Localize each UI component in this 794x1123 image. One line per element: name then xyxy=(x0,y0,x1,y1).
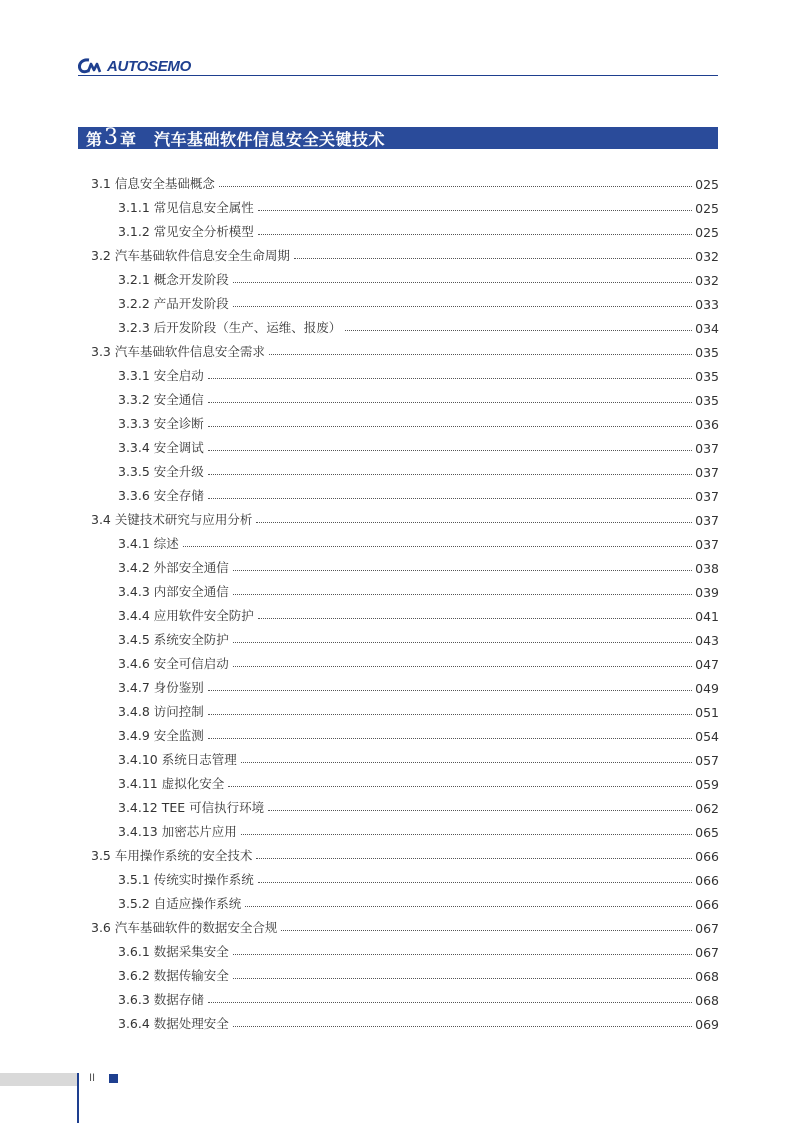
toc-entry-page: 033 xyxy=(695,297,719,312)
toc-dot-leader xyxy=(258,882,692,883)
toc-entry-page: 043 xyxy=(695,633,719,648)
toc-entry-page: 037 xyxy=(695,441,719,456)
toc-entry-label: 3.3.3 安全诊断 xyxy=(118,416,204,431)
toc-entry-page: 025 xyxy=(695,201,719,216)
autosemo-logo xyxy=(78,56,191,76)
toc-entry-page: 066 xyxy=(695,897,719,912)
toc-subsection-entry[interactable] xyxy=(91,480,719,504)
toc-entry-label: 3.3.4 安全调试 xyxy=(118,440,204,455)
toc-entry-page: 066 xyxy=(695,849,719,864)
toc-entry-page: 062 xyxy=(695,801,719,816)
toc-entry-page: 066 xyxy=(695,873,719,888)
toc-dot-leader xyxy=(345,330,692,331)
toc-dot-leader xyxy=(256,858,692,859)
toc-dot-leader xyxy=(208,738,692,739)
toc-subsection-entry[interactable] xyxy=(91,864,719,888)
toc-dot-leader xyxy=(245,906,692,907)
toc-dot-leader xyxy=(233,978,692,979)
toc-entry-label: 3.4.10 系统日志管理 xyxy=(118,752,237,767)
toc-entry-page: 035 xyxy=(695,393,719,408)
toc-entry-label: 3.4.6 安全可信启动 xyxy=(118,656,229,671)
toc-dot-leader xyxy=(241,834,692,835)
toc-section-entry[interactable] xyxy=(91,504,719,528)
toc-dot-leader xyxy=(233,306,692,307)
toc-dot-leader xyxy=(208,450,692,451)
cm-logo-icon xyxy=(78,58,104,74)
toc-entry-label: 3.1.2 常见安全分析模型 xyxy=(118,224,254,239)
toc-subsection-entry[interactable] xyxy=(91,216,719,240)
table-of-contents xyxy=(91,168,719,1032)
toc-entry-label: 3.4.2 外部安全通信 xyxy=(118,560,229,575)
chapter-suffix: 章 xyxy=(120,129,137,149)
toc-subsection-entry[interactable] xyxy=(91,528,719,552)
toc-subsection-entry[interactable] xyxy=(91,552,719,576)
toc-section-entry[interactable] xyxy=(91,240,719,264)
toc-entry-page: 068 xyxy=(695,993,719,1008)
toc-entry-page: 041 xyxy=(695,609,719,624)
toc-entry-label: 3.4.8 访问控制 xyxy=(118,704,204,719)
toc-dot-leader xyxy=(208,690,692,691)
toc-subsection-entry[interactable] xyxy=(91,576,719,600)
toc-dot-leader xyxy=(208,1002,692,1003)
toc-entry-page: 047 xyxy=(695,657,719,672)
toc-subsection-entry[interactable] xyxy=(91,984,719,1008)
toc-dot-leader xyxy=(233,1026,692,1027)
chapter-number: 3 xyxy=(104,125,119,150)
toc-subsection-entry[interactable] xyxy=(91,192,719,216)
toc-entry-page: 037 xyxy=(695,513,719,528)
toc-entry-page: 067 xyxy=(695,921,719,936)
toc-dot-leader xyxy=(256,522,692,523)
toc-entry-label: 3.6.4 数据处理安全 xyxy=(118,1016,229,1031)
toc-dot-leader xyxy=(241,762,692,763)
brand-name: AUTOSEMO xyxy=(107,57,191,75)
toc-entry-label: 3.4.3 内部安全通信 xyxy=(118,584,229,599)
toc-subsection-entry[interactable] xyxy=(91,288,719,312)
footer-square-icon xyxy=(109,1074,118,1083)
toc-subsection-entry[interactable] xyxy=(91,264,719,288)
toc-entry-label: 3.4.1 综述 xyxy=(118,536,179,551)
toc-entry-page: 036 xyxy=(695,417,719,432)
toc-entry-label: 3.1.1 常见信息安全属性 xyxy=(118,200,254,215)
toc-subsection-entry[interactable] xyxy=(91,456,719,480)
toc-dot-leader xyxy=(233,666,692,667)
toc-entry-page: 037 xyxy=(695,465,719,480)
toc-entry-page: 059 xyxy=(695,777,719,792)
chapter-prefix: 第 xyxy=(86,129,103,149)
toc-dot-leader xyxy=(219,186,692,187)
toc-entry-page: 037 xyxy=(695,537,719,552)
toc-subsection-entry[interactable] xyxy=(91,936,719,960)
toc-section-entry[interactable] xyxy=(91,912,719,936)
toc-entry-page: 065 xyxy=(695,825,719,840)
toc-entry-page: 034 xyxy=(695,321,719,336)
toc-entry-label: 3.4 关键技术研究与应用分析 xyxy=(91,512,253,527)
toc-dot-leader xyxy=(258,618,692,619)
toc-entry-page: 067 xyxy=(695,945,719,960)
toc-entry-page: 069 xyxy=(695,1017,719,1032)
toc-dot-leader xyxy=(233,594,692,595)
toc-entry-label: 3.2.3 后开发阶段（生产、运维、报废） xyxy=(118,320,342,335)
toc-subsection-entry[interactable] xyxy=(91,648,719,672)
toc-entry-page: 039 xyxy=(695,585,719,600)
toc-entry-label: 3.3 汽车基础软件信息安全需求 xyxy=(91,344,265,359)
toc-dot-leader xyxy=(294,258,692,259)
toc-subsection-entry[interactable] xyxy=(91,960,719,984)
toc-subsection-entry[interactable] xyxy=(91,696,719,720)
toc-dot-leader xyxy=(208,714,692,715)
toc-dot-leader xyxy=(233,954,692,955)
chapter-title: 汽车基础软件信息安全关键技术 xyxy=(154,129,386,149)
toc-entry-page: 032 xyxy=(695,249,719,264)
toc-subsection-entry[interactable] xyxy=(91,384,719,408)
toc-entry-label: 3.3.6 安全存储 xyxy=(118,488,204,503)
toc-entry-label: 3.5 车用操作系统的安全技术 xyxy=(91,848,253,863)
toc-dot-leader xyxy=(281,930,692,931)
toc-subsection-entry[interactable] xyxy=(91,600,719,624)
toc-subsection-entry[interactable] xyxy=(91,672,719,696)
toc-section-entry[interactable] xyxy=(91,336,719,360)
toc-section-entry[interactable] xyxy=(91,168,719,192)
toc-subsection-entry[interactable] xyxy=(91,408,719,432)
toc-dot-leader xyxy=(258,210,692,211)
toc-entry-label: 3.2.1 概念开发阶段 xyxy=(118,272,229,287)
toc-dot-leader xyxy=(208,378,692,379)
toc-entry-label: 3.3.2 安全通信 xyxy=(118,392,204,407)
toc-dot-leader xyxy=(208,474,692,475)
toc-entry-page: 054 xyxy=(695,729,719,744)
toc-entry-label: 3.4.12 TEE 可信执行环境 xyxy=(118,800,265,815)
footer-band xyxy=(0,1073,79,1086)
toc-entry-label: 3.5.1 传统实时操作系统 xyxy=(118,872,254,887)
toc-entry-label: 3.4.4 应用软件安全防护 xyxy=(118,608,254,623)
toc-entry-page: 038 xyxy=(695,561,719,576)
toc-entry-label: 3.1 信息安全基础概念 xyxy=(91,176,215,191)
toc-subsection-entry[interactable] xyxy=(91,720,719,744)
toc-entry-label: 3.3.1 安全启动 xyxy=(118,368,204,383)
toc-entry-label: 3.4.13 加密芯片应用 xyxy=(118,824,237,839)
toc-subsection-entry[interactable] xyxy=(91,768,719,792)
toc-entry-page: 032 xyxy=(695,273,719,288)
toc-dot-leader xyxy=(233,282,692,283)
toc-entry-label: 3.5.2 自适应操作系统 xyxy=(118,896,242,911)
toc-subsection-entry[interactable] xyxy=(91,888,719,912)
toc-entry-label: 3.2.2 产品开发阶段 xyxy=(118,296,229,311)
toc-entry-page: 037 xyxy=(695,489,719,504)
toc-dot-leader xyxy=(233,642,692,643)
toc-subsection-entry[interactable] xyxy=(91,1008,719,1032)
toc-dot-leader xyxy=(233,570,692,571)
toc-subsection-entry[interactable] xyxy=(91,312,719,336)
toc-entry-label: 3.3.5 安全升级 xyxy=(118,464,204,479)
toc-dot-leader xyxy=(269,354,692,355)
toc-dot-leader xyxy=(228,786,692,787)
toc-dot-leader xyxy=(208,426,692,427)
toc-dot-leader xyxy=(258,234,692,235)
toc-entry-page: 025 xyxy=(695,177,719,192)
toc-dot-leader xyxy=(208,498,692,499)
toc-subsection-entry[interactable] xyxy=(91,792,719,816)
toc-subsection-entry[interactable] xyxy=(91,816,719,840)
toc-entry-page: 035 xyxy=(695,369,719,384)
toc-entry-label: 3.6.3 数据存储 xyxy=(118,992,204,1007)
toc-entry-label: 3.6.2 数据传输安全 xyxy=(118,968,229,983)
toc-entry-label: 3.4.9 安全监测 xyxy=(118,728,204,743)
toc-dot-leader xyxy=(183,546,692,547)
toc-entry-label: 3.4.7 身份鉴别 xyxy=(118,680,204,695)
toc-subsection-entry[interactable] xyxy=(91,624,719,648)
toc-entry-label: 3.6 汽车基础软件的数据安全合规 xyxy=(91,920,278,935)
toc-subsection-entry[interactable] xyxy=(91,360,719,384)
toc-entry-page: 049 xyxy=(695,681,719,696)
footer-divider xyxy=(77,1073,79,1123)
header-rule xyxy=(78,75,718,76)
toc-entry-page: 051 xyxy=(695,705,719,720)
toc-subsection-entry[interactable] xyxy=(91,744,719,768)
toc-subsection-entry[interactable] xyxy=(91,432,719,456)
toc-section-entry[interactable] xyxy=(91,840,719,864)
toc-entry-label: 3.2 汽车基础软件信息安全生命周期 xyxy=(91,248,290,263)
toc-entry-label: 3.6.1 数据采集安全 xyxy=(118,944,229,959)
toc-entry-page: 035 xyxy=(695,345,719,360)
toc-entry-page: 057 xyxy=(695,753,719,768)
toc-entry-page: 025 xyxy=(695,225,719,240)
page-number: II xyxy=(89,1072,96,1084)
toc-dot-leader xyxy=(268,810,692,811)
toc-dot-leader xyxy=(208,402,692,403)
toc-entry-label: 3.4.5 系统安全防护 xyxy=(118,632,229,647)
toc-entry-label: 3.4.11 虚拟化安全 xyxy=(118,776,225,791)
chapter-heading xyxy=(78,127,718,149)
toc-entry-page: 068 xyxy=(695,969,719,984)
